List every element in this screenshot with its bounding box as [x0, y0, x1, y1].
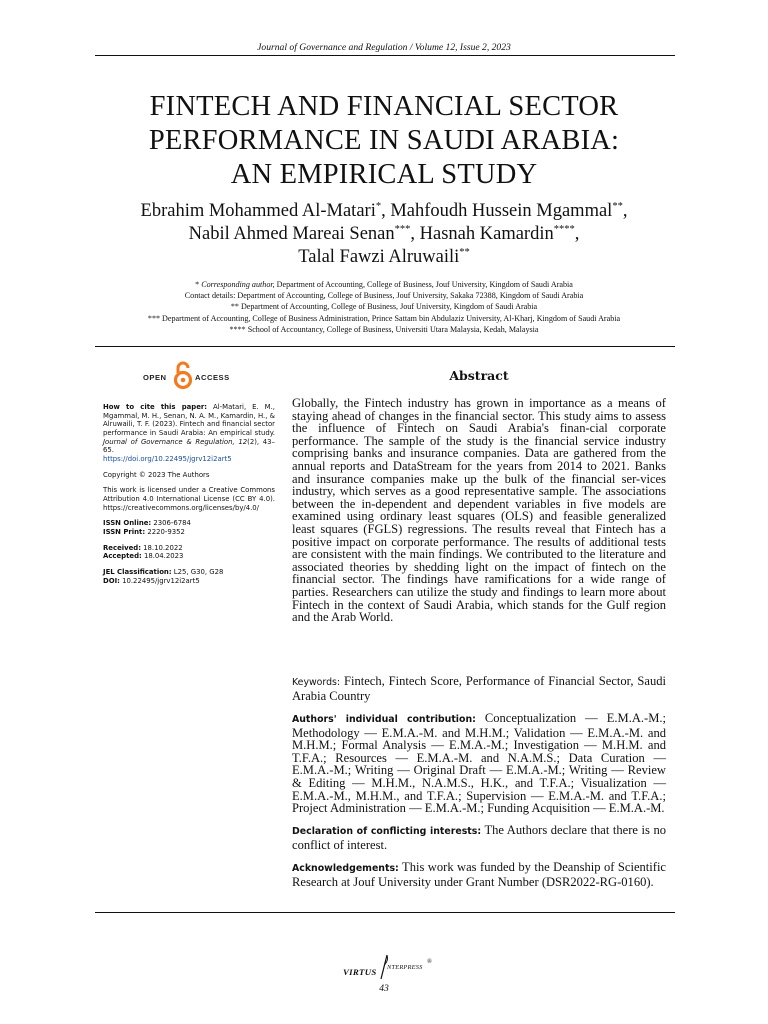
author-name: Nabil Ahmed Mareai Senan: [188, 224, 395, 244]
paper-title: [60, 90, 708, 192]
author-contribution: [292, 712, 666, 815]
author-list: [60, 200, 708, 269]
doi-label: DOI:: [103, 576, 120, 585]
classification-block: [103, 568, 275, 585]
received-label: Received:: [103, 543, 141, 552]
author-name: Hasnah Kamardin: [419, 224, 554, 244]
jel-label: JEL Classification:: [103, 567, 172, 576]
issn-online-label: ISSN Online:: [103, 519, 152, 528]
author-separator: ,: [410, 224, 420, 244]
author-name: Mahfoudh Hussein Mgammal: [390, 201, 613, 221]
page-number: 43: [379, 983, 389, 994]
author-mark: **: [459, 247, 470, 258]
issn-block: [103, 519, 275, 536]
title-line: PERFORMANCE IN SAUDI ARABIA:: [148, 125, 620, 156]
journal-header: Journal of Governance and Regulation / Volume 12, Issue 2, 2023: [257, 42, 511, 53]
author-mark: **: [612, 201, 623, 212]
accepted-date: 18.04.2023: [141, 552, 184, 561]
author-name: Ebrahim Mohammed Al-Matari: [140, 201, 376, 221]
citation-block: [103, 403, 275, 464]
author-mark: *: [375, 201, 382, 212]
header-rule: [95, 55, 675, 56]
article-info-sidebar: [103, 403, 275, 585]
jel-codes: L25, G30, G28: [171, 567, 224, 576]
publisher-virtus: VIRTUS: [343, 967, 377, 977]
registered-mark: ®: [427, 958, 432, 965]
footer-rule: [95, 912, 675, 913]
affiliation-3: *** Department of Accounting, College of Business Administration, Prince Sattam bin Abdulaziz University, Al-Kharj, Kingdom of Saudi Arabia: [147, 313, 621, 323]
license-text: This work is licensed under a Creative Commons Attribution 4.0 International License (CC BY 4.0).: [103, 486, 275, 503]
keywords: [292, 675, 666, 702]
accepted-label: Accepted:: [103, 552, 142, 561]
citation-issue: (2), 43–65.: [103, 437, 275, 455]
received-date: 18.10.2022: [140, 543, 183, 552]
author-separator: ,: [381, 201, 391, 221]
author-mark: ***: [394, 224, 411, 235]
open-access-lock-icon: [173, 361, 193, 390]
author-line: [60, 223, 708, 246]
affiliation-2: ** Department of Accounting, College of Business, Jouf University, Kingdom of Saudi Arabia: [230, 302, 538, 312]
keywords-label: Keywords:: [292, 677, 341, 688]
acknowledgements-label: Acknowledgements:: [292, 863, 399, 874]
license-url[interactable]: https://creativecommons.org/licenses/by/4.0/: [103, 503, 259, 512]
doi-link[interactable]: https://doi.org/10.22495/jgrv12i2art5: [103, 454, 232, 463]
author-mark: ****: [553, 224, 575, 235]
publisher-interpress: NTERPRESS: [387, 964, 423, 971]
conflict-declaration: [292, 824, 666, 851]
acknowledgements-text: This work was funded by the Deanship of Scientific Research at Jouf University under Grant Number (DSR2022-RG-0160).: [292, 860, 666, 889]
issn-print-label: ISSN Print:: [103, 527, 146, 536]
issn-online: 2306-6784: [151, 519, 191, 528]
title-line: FINTECH AND FINANCIAL SECTOR: [149, 91, 619, 122]
author-line: [60, 200, 708, 223]
acknowledgements: [292, 861, 666, 888]
doi-value: 10.22495/jgrv12i2art5: [119, 576, 200, 585]
abstract-text: Globally, the Fintech industry has grown in importance as a means of staying ahead of changes in the financial sector. This study aims to assess the influence of Fintech on Saudi Arabia's finan-cial corporate performance. The sample of the study is the financial service industry comprising banks and insurance companies. Data are gathered from the annual reports and DataStream for the years from 2014 to 2021. Banks and insurance companies make up the bulk of the financial ser-vices industry, which serves as a good representative sample. The associations between the in-dependent and dependent variables in five models are examined using ordinary least squares (OLS) and feasible generalized least squares (FGLS) regressions. The results reveal that Fintech has a positive impact on corporate performance. The results of additional tests are consistent with the main findings. We contributed to the literature and associated theories by shedding light on the impact of fintech on the financial sector. The findings have ramifications for a wide range of parties. Researchers can utilize the study and findings to learn more about Fintech in the context of Saudi Arabia, which stands for the Gulf region and the Arab World.: [292, 396, 666, 625]
affiliation-corresponding: [60, 279, 708, 290]
citation-journal: Journal of Governance & Regulation, 12: [103, 437, 248, 446]
contact-details: Contact details: Department of Accounting, College of Business, Jouf University, Sakaka 72388, Kingdom of Saudi Arabia: [184, 291, 584, 301]
affiliation-mark: *: [195, 280, 202, 289]
open-access-open: OPEN: [143, 373, 167, 382]
dates-block: [103, 544, 275, 561]
keywords-text: Fintech, Fintech Score, Performance of Financial Sector, Saudi Arabia Country: [292, 674, 666, 703]
open-access-access: ACCESS: [195, 373, 230, 382]
license-block: [103, 486, 275, 512]
title-line: AN EMPIRICAL STUDY: [230, 159, 538, 190]
citation-label: How to cite this paper:: [103, 403, 208, 411]
affiliations: [60, 279, 708, 335]
citation-text: Al-Matari, E. M., Mgammal, M. H., Senan, N. A. M., Kamardin, H., & Alruwaili, T. F. (2023). Fintech and financial sector performance in Saudi Arabia: An empirical study.: [103, 403, 275, 437]
author-separator: ,: [574, 224, 580, 244]
open-access-logo: [140, 360, 240, 390]
declaration-text: The Authors declare that there is no conflict of interest.: [292, 823, 666, 852]
declaration-label: Declaration of conflicting interests:: [292, 826, 482, 837]
author-line: [60, 246, 708, 269]
section-rule: [95, 346, 675, 347]
copyright: Copyright © 2023 The Authors: [103, 470, 210, 479]
affiliation-4: **** School of Accountancy, College of Business, Universiti Utara Malaysia, Kedah, Malaysia: [229, 324, 539, 334]
author-separator: ,: [622, 201, 628, 221]
abstract-heading: Abstract: [449, 368, 509, 383]
corresponding-label: Corresponding author,: [201, 280, 275, 289]
contribution-text: Conceptualization — E.M.A.-M.; Methodology — E.M.A.-M. and M.H.M.; Validation — E.M.A.-M. and M.H.M.; Formal Analysis — E.M.A.-M.; Investigation — M.H.M. and T.F.A.; Resources — E.M.A.-M. and N.A.M.S.; Data Curation — E.M.A.-M.; Writing — Original Draft — E.M.A.-M.; Writing — Review & Editing — M.H.M., N.A.M.S., H.K., and T.F.A.; Visualization — E.M.A.-M., M.H.M., and T.F.A.; Supervision — E.M.A.-M. and T.F.A.; Project Administration — E.M.A.-M.; Funding Acquisition — E.M.A.-M.: [292, 711, 666, 816]
contribution-label: Authors' individual contribution:: [292, 714, 476, 725]
author-name: Talal Fawzi Alruwaili: [298, 247, 460, 267]
affiliation-text: Department of Accounting, College of Business, Jouf University, Kingdom of Saudi Arabia: [274, 280, 573, 289]
issn-print: 2220-9352: [145, 527, 185, 536]
